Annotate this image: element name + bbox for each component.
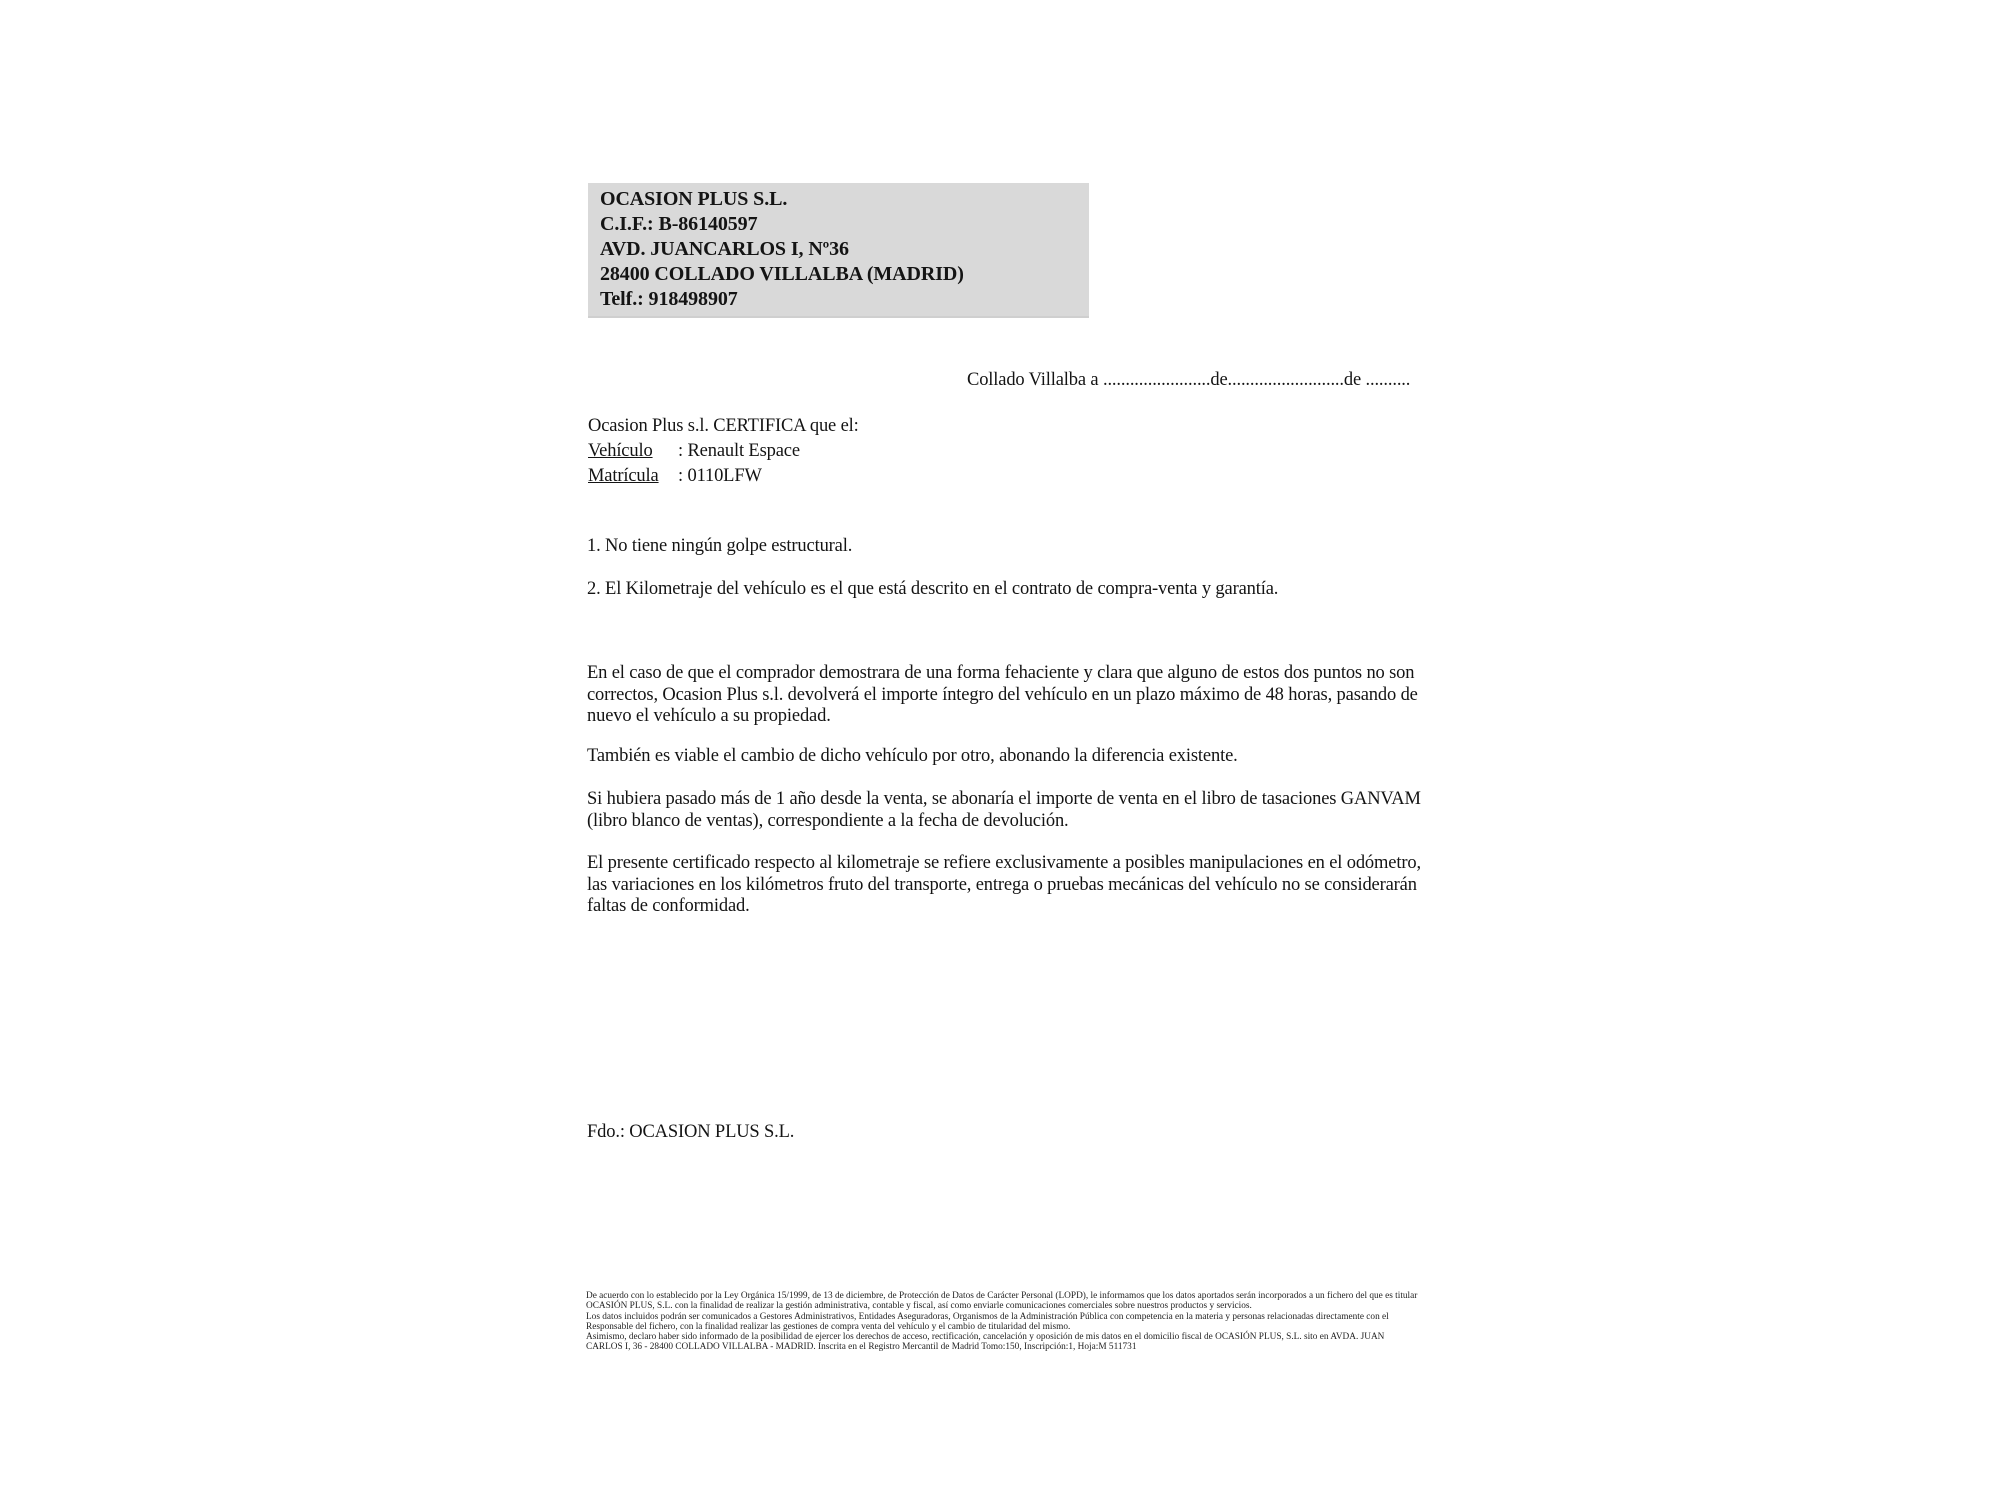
certify-block xyxy=(588,414,859,489)
numbered-item-2: 2. El Kilometraje del vehículo es el que está descrito en el contrato de compra-venta y garantía. xyxy=(587,579,1279,599)
paragraph-odometer-disclaimer: El presente certificado respecto al kilometraje se refiere exclusivamente a posibles manipulaciones en el odómetro, las variaciones en los kilómetros fruto del transporte, entrega o pruebas mecánicas del vehículo no se considerarán faltas de conformidad. xyxy=(587,853,1421,916)
paragraph-ganvam-valuation: Si hubiera pasado más de 1 año desde la venta, se abonaría el importe de venta en el libro de tasaciones GANVAM (libro blanco de ventas), correspondiente a la fecha de devolución. xyxy=(587,789,1421,831)
legal-footer-line: OCASIÓN PLUS, S.L. con la finalidad de realizar la gestión administrativa, contable y fiscal, así como enviarle comunicaciones comerciales sobre nuestros productos y servicios. xyxy=(586,1301,1252,1312)
place-date-line: Collado Villalba a ........................de..........................de .......... xyxy=(967,370,1411,390)
legal-footer-line: De acuerdo con lo establecido por la Ley Orgánica 15/1999, de 13 de diciembre, de Protección de Datos de Carácter Personal (LOPD), le informamos que los datos aportados serán incorporados a un fichero del que es titular xyxy=(586,1291,1418,1301)
company-header-line: Telf.: 918498907 xyxy=(600,288,738,310)
plate-field-value: : 0110LFW xyxy=(678,466,762,486)
vehicle-field-row xyxy=(588,439,859,464)
legal-footer-line: Responsable del fichero, con la finalidad realizar las gestiones de compra venta del vehículo y el cambio de titularidad del mismo. xyxy=(586,1321,1071,1332)
vehicle-field-value: : Renault Espace xyxy=(678,441,800,461)
plate-field-row xyxy=(588,464,859,489)
certify-intro: Ocasion Plus s.l. CERTIFICA que el: xyxy=(588,416,859,436)
legal-footer-line: Los datos incluidos podrán ser comunicados a Gestores Administrativos, Entidades Aseguradoras, Organismos de la Administración Pública con competencia en la materia y personas relacionadas directamente con el xyxy=(586,1311,1389,1322)
plate-field-label: Matrícula xyxy=(588,466,659,486)
numbered-item-1: 1. No tiene ningún golpe estructural. xyxy=(587,536,853,556)
company-header-line: C.I.F.: B-86140597 xyxy=(600,213,758,235)
signature-line: Fdo.: OCASION PLUS S.L. xyxy=(587,1122,795,1142)
paragraph-exchange-option: También es viable el cambio de dicho vehículo por otro, abonando la diferencia existente. xyxy=(587,746,1238,766)
company-header-line: AVD. JUANCARLOS I, Nº36 xyxy=(600,238,849,260)
legal-footer-line: CARLOS I, 36 - 28400 COLLADO VILLALBA - MADRID. Inscrita en el Registro Mercantil de Madrid Tomo:150, Inscripción:1, Hoja:M 511731 xyxy=(586,1342,1137,1353)
vehicle-field-label: Vehículo xyxy=(588,441,653,461)
legal-footer-line: Asimismo, declaro haber sido informado de la posibilidad de ejercer los derechos de acceso, rectificación, cancelación y oposición de mis datos en el domicilio fiscal de OCASIÓN PLUS, S.L. sito en AVDA. JUAN xyxy=(586,1332,1385,1343)
company-header-box xyxy=(588,183,1089,318)
company-header-line: OCASION PLUS S.L. xyxy=(600,188,788,210)
company-header-line: 28400 COLLADO VILLALBA (MADRID) xyxy=(600,263,964,285)
legal-footer xyxy=(586,1291,1417,1353)
paragraph-refund-policy: En el caso de que el comprador demostrara de una forma fehaciente y clara que alguno de estos dos puntos no son correctos, Ocasion Plus s.l. devolverá el importe íntegro del vehículo en un plazo máximo de 48 horas, pasando de nuevo el vehículo a su propiedad. xyxy=(587,663,1418,726)
